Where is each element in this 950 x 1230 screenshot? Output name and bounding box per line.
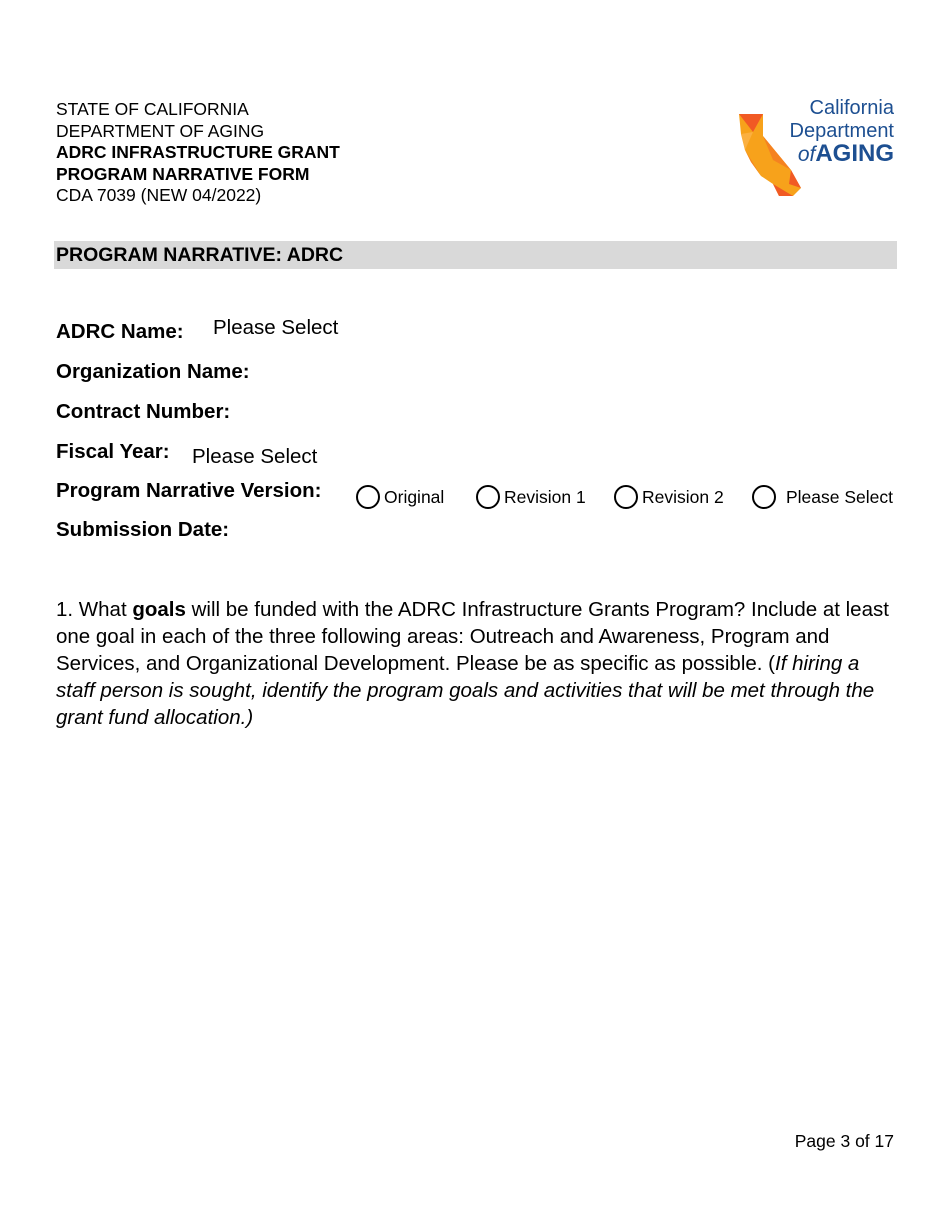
radio-please-select[interactable] — [752, 482, 893, 512]
radio-original-label: Original — [384, 486, 445, 507]
header-form-number: CDA 7039 (NEW 04/2022) — [56, 185, 262, 205]
header-department: DEPARTMENT OF AGING — [56, 120, 265, 141]
logo-of: of — [797, 143, 816, 166]
logo-aging: AGING — [815, 140, 894, 167]
fiscal-year-select[interactable]: Please Select — [192, 445, 318, 468]
cda-logo — [733, 96, 898, 198]
organization-name-label: Organization Name: — [56, 360, 250, 383]
radio-please-select-label: Please Select — [786, 486, 893, 507]
radio-revision-2-label: Revision 2 — [642, 486, 724, 507]
radio-original[interactable] — [356, 482, 444, 512]
radio-circle-icon[interactable] — [614, 485, 638, 509]
logo-line-3 — [798, 142, 894, 166]
question-1-prefix: 1. What — [56, 598, 133, 621]
form-header — [56, 99, 340, 207]
radio-revision-2[interactable] — [614, 482, 724, 512]
radio-circle-icon[interactable] — [752, 485, 776, 509]
version-radio-group — [354, 482, 893, 512]
section-title: PROGRAM NARRATIVE: ADRC — [54, 241, 897, 269]
logo-line-2: Department — [789, 120, 894, 142]
radio-circle-icon[interactable] — [356, 485, 380, 509]
program-narrative-version-label: Program Narrative Version: — [56, 479, 322, 502]
contract-number-label: Contract Number: — [56, 400, 231, 423]
question-1 — [56, 596, 896, 731]
adrc-name-label: ADRC Name: — [56, 320, 184, 343]
header-grant-title: ADRC INFRASTRUCTURE GRANT — [56, 142, 340, 162]
radio-revision-1[interactable] — [476, 482, 586, 512]
organization-name-field[interactable] — [270, 360, 870, 386]
question-1-note: If hiring a staff person is sought, identify the program goals and activities that will be met through the grant fund allocation.) — [56, 652, 875, 729]
page-number: Page 3 of 17 — [794, 1131, 894, 1151]
question-1-keyword: goals — [132, 598, 186, 621]
header-state: STATE OF CALIFORNIA — [56, 99, 249, 119]
adrc-name-select[interactable]: Please Select — [213, 316, 339, 339]
radio-revision-1-label: Revision 1 — [504, 486, 586, 507]
submission-date-label: Submission Date: — [56, 518, 230, 541]
contract-number-field[interactable] — [250, 400, 850, 426]
header-form-title: PROGRAM NARRATIVE FORM — [56, 163, 310, 184]
fiscal-year-label: Fiscal Year: — [56, 440, 170, 463]
radio-circle-icon[interactable] — [476, 485, 500, 509]
question-1-body: will be funded with the ADRC Infrastructure Grants Program? Include at least one goal in each of the three following areas: Outreach and Awareness, Program and Services, and Organizational Development. Please be as specific as possible. ( — [56, 598, 889, 675]
submission-date-field[interactable] — [250, 518, 550, 544]
logo-line-1: California — [809, 97, 894, 119]
